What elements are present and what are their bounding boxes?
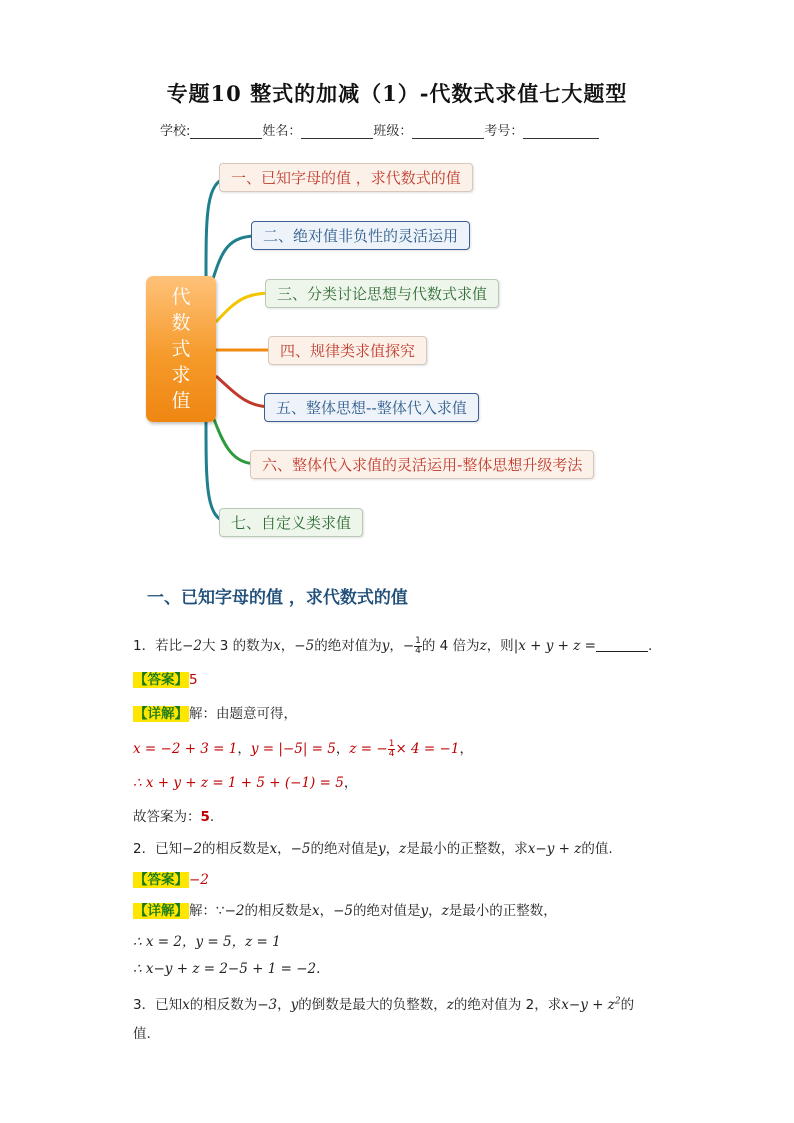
q3-text: 的绝对值为 2，求	[453, 997, 562, 1013]
q1-step-text: ，	[459, 741, 473, 757]
q2-text: 是最小的正整数，求	[406, 841, 528, 857]
q1-conclusion-value: 5	[200, 809, 210, 825]
q2-detail-math: y	[420, 903, 429, 919]
question-3-cont	[133, 1022, 151, 1042]
q2-detail-text: 是最小的正整数，	[448, 903, 557, 919]
q2-math: −2	[182, 841, 202, 857]
fraction-numerator: 1	[415, 635, 421, 646]
q1-fraction	[414, 637, 422, 656]
q1-detail-text: 解：由题意可得，	[189, 706, 297, 722]
answer-tag: 【答案】	[134, 672, 188, 688]
fraction-numerator: 1	[388, 738, 395, 749]
q1-conclusion-text: .	[209, 809, 215, 825]
q1-math: y	[381, 638, 390, 654]
q2-text: 的相反数是	[202, 841, 270, 857]
q3-text: 的	[620, 997, 635, 1013]
connector-3	[216, 293, 272, 322]
q3-math: y	[290, 997, 299, 1013]
q1-math: |x + y + z =	[513, 638, 596, 654]
q2-step-1	[133, 930, 281, 950]
q2-math: z	[399, 841, 407, 857]
mindmap-branch-6[interactable]: 六、整体代入求值的灵活运用-整体思想升级考法	[250, 450, 594, 479]
q2-text: 的绝对值是	[310, 841, 379, 857]
q1-math: x	[273, 638, 281, 654]
question-1	[133, 634, 652, 656]
q1-step-math: × 4 = −1	[395, 741, 460, 757]
q1-detail-line	[133, 702, 297, 722]
q2-answer-line	[133, 868, 209, 888]
q3-math: z	[446, 997, 454, 1013]
q3-text: 值.	[133, 1026, 151, 1042]
q2-math: −5	[290, 841, 311, 857]
detail-tag: 【详解】	[134, 903, 188, 919]
mindmap-branch-5[interactable]: 五、整体思想--整体代入求值	[264, 393, 479, 422]
answer-tag: 【答案】	[134, 872, 188, 888]
mindmap-branch-7[interactable]: 七、自定义类求值	[219, 508, 363, 537]
detail-tag: 【详解】	[134, 706, 188, 722]
q2-detail-text: ，	[319, 903, 334, 919]
q1-text: .	[647, 638, 653, 654]
q1-math: −	[402, 638, 415, 654]
fraction-denominator: 4	[388, 748, 395, 759]
mindmap-branch-1[interactable]: 一、已知字母的值 ，求代数式的值	[219, 163, 473, 192]
q2-text: 2．已知	[133, 841, 183, 857]
mindmap-branch-3[interactable]: 三、分类讨论思想与代数式求值	[265, 279, 499, 308]
exam-no-label: 考号：	[484, 124, 524, 139]
q2-detail-line	[133, 899, 557, 919]
connector-1	[206, 178, 228, 276]
connector-7	[206, 422, 228, 522]
q2-detail-math: z	[441, 903, 449, 919]
q1-text: ，	[280, 638, 295, 654]
q1-step-1	[133, 737, 473, 759]
q3-text: 3．已知	[133, 997, 183, 1013]
q2-answer: −2	[189, 872, 209, 888]
mindmap-branch-2[interactable]: 二、绝对值非负性的灵活运用	[251, 221, 470, 250]
q1-step-math: ∴ x + y + z = 1 + 5 + (−1) = 5	[133, 775, 344, 791]
q1-conclusion-text: 故答案为：	[133, 809, 201, 825]
q1-step-math: y = |−5| = 5	[250, 741, 336, 757]
center-node-label: 代数式求值	[171, 286, 191, 412]
class-label: 班级：	[373, 124, 413, 139]
q2-math: x−y + z	[527, 841, 582, 857]
q2-detail-text: 解：∵	[189, 903, 225, 919]
q1-answer-blank[interactable]	[596, 638, 648, 652]
question-2	[133, 837, 613, 857]
q2-detail-math: x	[312, 903, 320, 919]
section-heading-1: 一、已知字母的值 ，求代数式的值	[147, 588, 408, 608]
q1-text: ，	[389, 638, 403, 654]
q1-text: ，则	[486, 638, 514, 654]
fraction-denominator: 4	[415, 645, 421, 656]
q2-detail-math: −5	[333, 903, 354, 919]
q1-math: −5	[294, 638, 315, 654]
q2-step-math: ∴ x = 2，y = 5，z = 1	[133, 934, 281, 950]
q2-text: ，	[277, 841, 291, 857]
q2-detail-text: 的绝对值是	[353, 903, 421, 919]
q1-text: 1．若比	[133, 638, 183, 654]
q1-math: −2	[182, 638, 202, 654]
q2-step-math: ∴ x−y + z = 2−5 + 1 = −2.	[133, 961, 321, 977]
q2-step-2	[133, 961, 320, 977]
q1-text: 的绝对值为	[314, 638, 382, 654]
mindmap-center-node	[146, 276, 216, 422]
school-label: 学校:	[160, 124, 191, 139]
q1-step-text: ，	[343, 775, 358, 791]
q3-text: 的倒数是最大的负整数，	[298, 997, 447, 1013]
q1-conclusion	[133, 805, 214, 825]
q2-detail-math: −2	[224, 903, 245, 919]
q3-math: x−y + z	[561, 997, 615, 1013]
q2-text: 的值.	[581, 841, 613, 857]
q3-text: 的相反数为	[189, 997, 258, 1013]
q1-text: 的 4 倍为	[421, 638, 480, 654]
q2-text: ，	[385, 841, 400, 857]
q2-math: y	[378, 841, 386, 857]
q1-step-text: ，	[237, 741, 251, 757]
q1-answer: 5	[189, 672, 198, 688]
q2-math: x	[269, 841, 278, 857]
q1-step-math: z = −	[349, 741, 388, 757]
q1-step-2	[133, 771, 357, 791]
question-3	[133, 993, 634, 1013]
mindmap-branch-4[interactable]: 四、规律类求值探究	[268, 336, 427, 365]
q2-detail-text: ，	[428, 903, 442, 919]
q1-answer-line	[133, 668, 198, 688]
q3-exponent: 2	[614, 996, 621, 1007]
page-title: 专题10 整式的加减（1）-代数式求值七大题型	[166, 81, 628, 106]
q2-detail-text: 的相反数是	[244, 903, 312, 919]
q1-math: z	[479, 638, 487, 654]
name-label: 姓名：	[262, 124, 302, 139]
q3-math: −3	[257, 997, 278, 1013]
q3-text: ，	[277, 997, 291, 1013]
q1-text: 大 3 的数为	[202, 638, 274, 654]
q1-step-math: x = −2 + 3 = 1	[133, 741, 238, 757]
q3-math: x	[182, 997, 190, 1013]
q1-step-text: ，	[335, 741, 350, 757]
